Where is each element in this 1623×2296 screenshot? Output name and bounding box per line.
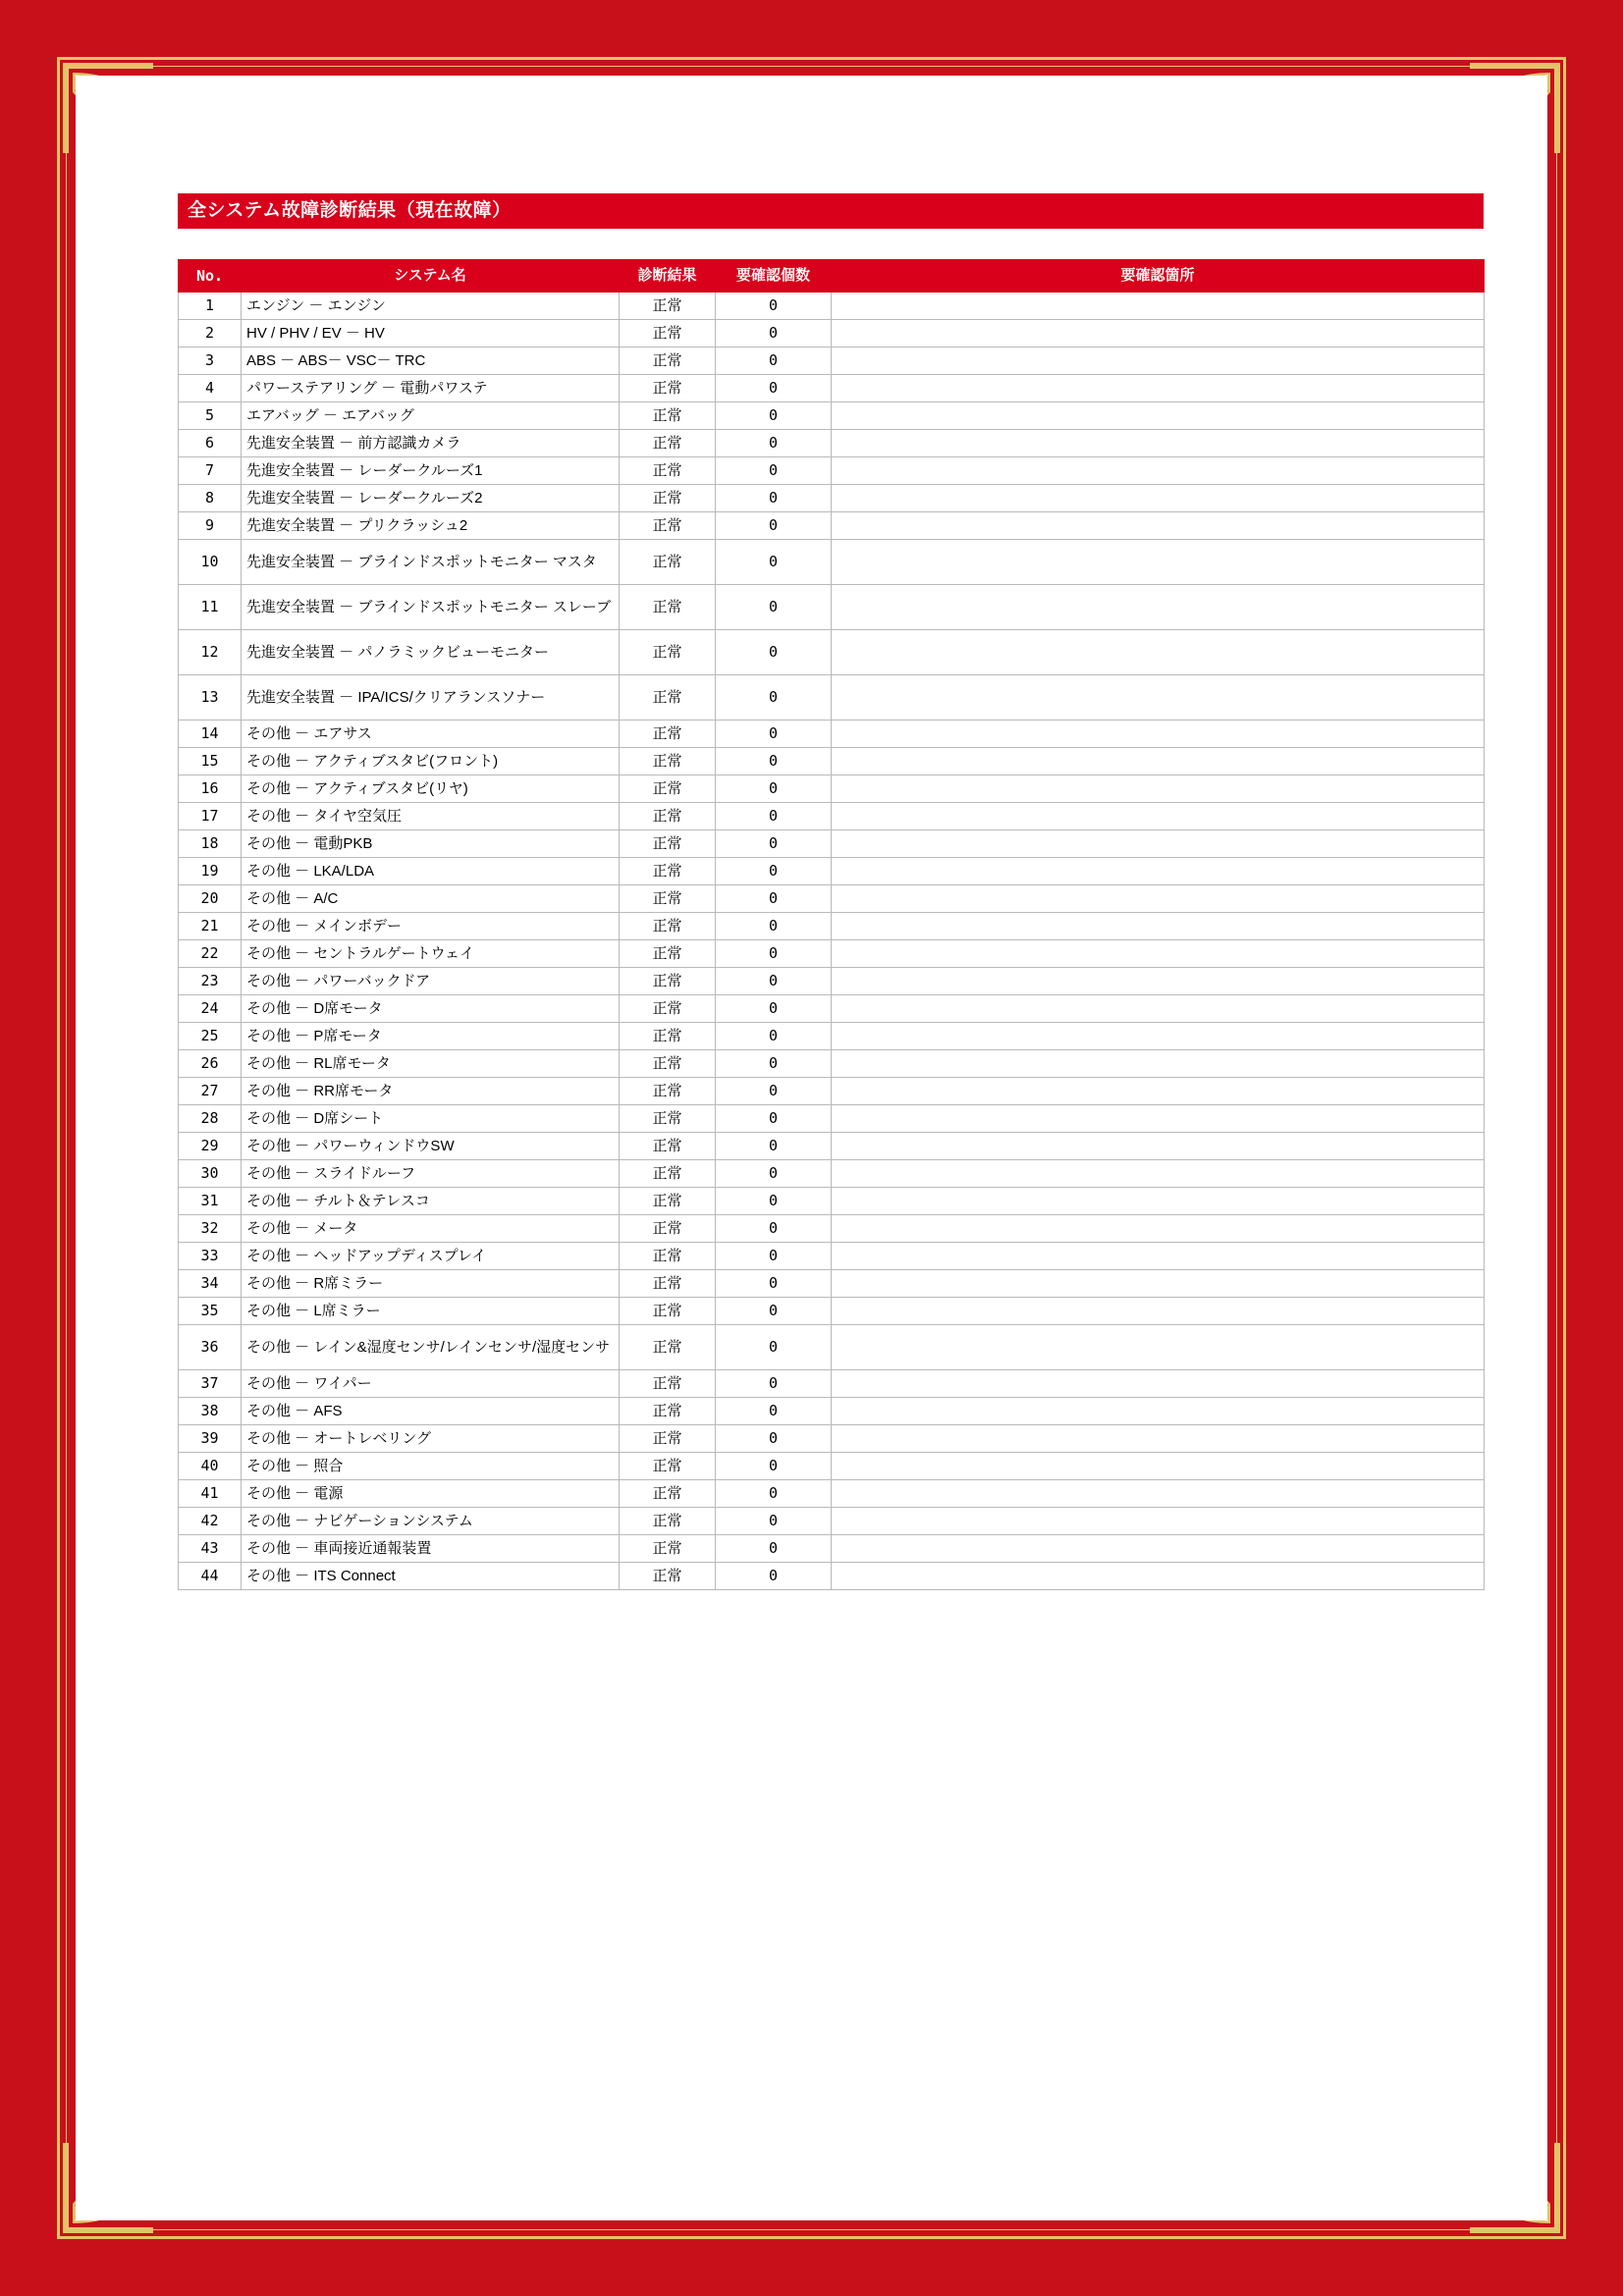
cell-count: 0 — [716, 1188, 832, 1215]
cell-check — [832, 293, 1485, 320]
cell-count: 0 — [716, 1325, 832, 1370]
cell-check — [832, 1078, 1485, 1105]
table-row — [179, 320, 1485, 347]
cell-result: 正常 — [620, 347, 716, 375]
cell-no: 10 — [179, 540, 242, 585]
cell-system: その他 － L席ミラー — [242, 1298, 620, 1325]
cell-system: その他 － ITS Connect — [242, 1563, 620, 1590]
cell-system: その他 － 車両接近通報装置 — [242, 1535, 620, 1563]
cell-check — [832, 512, 1485, 540]
cell-no: 38 — [179, 1398, 242, 1425]
cell-count: 0 — [716, 1480, 832, 1508]
cell-count: 0 — [716, 293, 832, 320]
table-row — [179, 1105, 1485, 1133]
cell-no: 11 — [179, 585, 242, 630]
cell-no: 1 — [179, 293, 242, 320]
table-row — [179, 913, 1485, 940]
cell-result: 正常 — [620, 512, 716, 540]
cell-system: その他 － AFS — [242, 1398, 620, 1425]
cell-count: 0 — [716, 485, 832, 512]
cell-no: 12 — [179, 630, 242, 675]
cell-check — [832, 775, 1485, 803]
cell-count: 0 — [716, 885, 832, 913]
table-row — [179, 1298, 1485, 1325]
cell-result: 正常 — [620, 995, 716, 1023]
cell-no: 8 — [179, 485, 242, 512]
cell-no: 35 — [179, 1298, 242, 1325]
cell-no: 25 — [179, 1023, 242, 1050]
cell-system: エアバッグ － エアバッグ — [242, 402, 620, 430]
cell-count: 0 — [716, 1370, 832, 1398]
cell-count: 0 — [716, 1160, 832, 1188]
cell-system: その他 － オートレベリング — [242, 1425, 620, 1453]
table-row — [179, 1133, 1485, 1160]
cell-check — [832, 858, 1485, 885]
cell-count: 0 — [716, 347, 832, 375]
cell-count: 0 — [716, 1298, 832, 1325]
cell-count: 0 — [716, 1270, 832, 1298]
cell-system: その他 － RL席モータ — [242, 1050, 620, 1078]
cell-result: 正常 — [620, 485, 716, 512]
cell-check — [832, 1105, 1485, 1133]
cell-system: ABS － ABS－ VSC－ TRC — [242, 347, 620, 375]
cell-check — [832, 1453, 1485, 1480]
table-row — [179, 1270, 1485, 1298]
cell-check — [832, 1325, 1485, 1370]
cell-result: 正常 — [620, 858, 716, 885]
cell-no: 5 — [179, 402, 242, 430]
cell-count: 0 — [716, 512, 832, 540]
cell-system: 先進安全装置 － パノラミックビューモニター — [242, 630, 620, 675]
cell-result: 正常 — [620, 1105, 716, 1133]
table-row — [179, 293, 1485, 320]
cell-check — [832, 1133, 1485, 1160]
cell-count: 0 — [716, 748, 832, 775]
table-row — [179, 1243, 1485, 1270]
cell-result: 正常 — [620, 1270, 716, 1298]
cell-count: 0 — [716, 1508, 832, 1535]
cell-no: 27 — [179, 1078, 242, 1105]
cell-no: 14 — [179, 721, 242, 748]
cell-system: その他 － 電源 — [242, 1480, 620, 1508]
cell-system: その他 － LKA/LDA — [242, 858, 620, 885]
cell-check — [832, 402, 1485, 430]
cell-result: 正常 — [620, 540, 716, 585]
column-header-system: システム名 — [242, 260, 620, 293]
table-row — [179, 1453, 1485, 1480]
cell-count: 0 — [716, 375, 832, 402]
cell-count: 0 — [716, 1535, 832, 1563]
cell-result: 正常 — [620, 1298, 716, 1325]
cell-system: その他 － スライドルーフ — [242, 1160, 620, 1188]
cell-check — [832, 1160, 1485, 1188]
cell-system: HV / PHV / EV － HV — [242, 320, 620, 347]
cell-count: 0 — [716, 1453, 832, 1480]
cell-no: 6 — [179, 430, 242, 457]
cell-count: 0 — [716, 913, 832, 940]
cell-result: 正常 — [620, 1325, 716, 1370]
cell-result: 正常 — [620, 1243, 716, 1270]
cell-check — [832, 1535, 1485, 1563]
cell-no: 3 — [179, 347, 242, 375]
table-row — [179, 1425, 1485, 1453]
table-row — [179, 1480, 1485, 1508]
cell-check — [832, 585, 1485, 630]
cell-system: エンジン － エンジン — [242, 293, 620, 320]
cell-result: 正常 — [620, 1160, 716, 1188]
cell-system: 先進安全装置 － IPA/ICS/クリアランスソナー — [242, 675, 620, 721]
cell-check — [832, 485, 1485, 512]
cell-result: 正常 — [620, 748, 716, 775]
cell-check — [832, 457, 1485, 485]
cell-no: 34 — [179, 1270, 242, 1298]
cell-no: 43 — [179, 1535, 242, 1563]
cell-count: 0 — [716, 1133, 832, 1160]
table-row — [179, 940, 1485, 968]
cell-no: 44 — [179, 1563, 242, 1590]
table-row — [179, 1160, 1485, 1188]
table-row — [179, 1325, 1485, 1370]
cell-result: 正常 — [620, 721, 716, 748]
cell-no: 41 — [179, 1480, 242, 1508]
cell-check — [832, 1425, 1485, 1453]
cell-count: 0 — [716, 457, 832, 485]
cell-check — [832, 540, 1485, 585]
cell-result: 正常 — [620, 430, 716, 457]
cell-no: 40 — [179, 1453, 242, 1480]
cell-check — [832, 630, 1485, 675]
cell-result: 正常 — [620, 1398, 716, 1425]
column-header-count: 要確認個数 — [716, 260, 832, 293]
cell-system: その他 － D席モータ — [242, 995, 620, 1023]
table-row — [179, 1535, 1485, 1563]
cell-count: 0 — [716, 1215, 832, 1243]
cell-result: 正常 — [620, 1453, 716, 1480]
cell-check — [832, 375, 1485, 402]
report-content — [178, 193, 1484, 1590]
cell-system: その他 － メインボデー — [242, 913, 620, 940]
cell-check — [832, 1480, 1485, 1508]
cell-check — [832, 830, 1485, 858]
cell-count: 0 — [716, 1078, 832, 1105]
table-row — [179, 830, 1485, 858]
cell-no: 31 — [179, 1188, 242, 1215]
cell-system: その他 － エアサス — [242, 721, 620, 748]
cell-no: 16 — [179, 775, 242, 803]
cell-system: その他 － ワイパー — [242, 1370, 620, 1398]
cell-no: 32 — [179, 1215, 242, 1243]
table-row — [179, 457, 1485, 485]
cell-result: 正常 — [620, 940, 716, 968]
cell-system: その他 － P席モータ — [242, 1023, 620, 1050]
cell-no: 28 — [179, 1105, 242, 1133]
cell-no: 7 — [179, 457, 242, 485]
cell-system: その他 － メータ — [242, 1215, 620, 1243]
cell-system: 先進安全装置 － 前方認識カメラ — [242, 430, 620, 457]
cell-count: 0 — [716, 995, 832, 1023]
table-row — [179, 1563, 1485, 1590]
cell-system: その他 － D席シート — [242, 1105, 620, 1133]
cell-count: 0 — [716, 803, 832, 830]
cell-system: パワーステアリング － 電動パワステ — [242, 375, 620, 402]
cell-system: その他 － ナビゲーションシステム — [242, 1508, 620, 1535]
cell-no: 37 — [179, 1370, 242, 1398]
cell-count: 0 — [716, 402, 832, 430]
cell-no: 13 — [179, 675, 242, 721]
table-row — [179, 775, 1485, 803]
cell-count: 0 — [716, 940, 832, 968]
cell-result: 正常 — [620, 630, 716, 675]
cell-result: 正常 — [620, 375, 716, 402]
cell-result: 正常 — [620, 1050, 716, 1078]
cell-system: その他 － パワーバックドア — [242, 968, 620, 995]
cell-result: 正常 — [620, 1370, 716, 1398]
cell-result: 正常 — [620, 675, 716, 721]
cell-count: 0 — [716, 1105, 832, 1133]
table-row — [179, 1023, 1485, 1050]
cell-system: 先進安全装置 － プリクラッシュ2 — [242, 512, 620, 540]
cell-result: 正常 — [620, 968, 716, 995]
cell-check — [832, 913, 1485, 940]
table-row — [179, 1050, 1485, 1078]
table-header-row — [179, 260, 1485, 293]
table-row — [179, 748, 1485, 775]
table-row — [179, 885, 1485, 913]
cell-count: 0 — [716, 540, 832, 585]
cell-system: その他 － 照合 — [242, 1453, 620, 1480]
cell-check — [832, 968, 1485, 995]
table-row — [179, 512, 1485, 540]
cell-result: 正常 — [620, 1215, 716, 1243]
cell-no: 36 — [179, 1325, 242, 1370]
cell-no: 9 — [179, 512, 242, 540]
cell-check — [832, 1563, 1485, 1590]
cell-count: 0 — [716, 1023, 832, 1050]
cell-system: その他 － アクティブスタビ(リヤ) — [242, 775, 620, 803]
cell-count: 0 — [716, 830, 832, 858]
cell-result: 正常 — [620, 1563, 716, 1590]
cell-count: 0 — [716, 775, 832, 803]
cell-system: 先進安全装置 － レーダークルーズ1 — [242, 457, 620, 485]
cell-count: 0 — [716, 630, 832, 675]
table-row — [179, 585, 1485, 630]
table-row — [179, 721, 1485, 748]
cell-count: 0 — [716, 1425, 832, 1453]
cell-check — [832, 1270, 1485, 1298]
decorative-page-frame — [57, 57, 1566, 2239]
cell-count: 0 — [716, 1563, 832, 1590]
cell-check — [832, 1050, 1485, 1078]
cell-check — [832, 347, 1485, 375]
cell-check — [832, 675, 1485, 721]
cell-system: その他 － ヘッドアップディスプレイ — [242, 1243, 620, 1270]
table-row — [179, 675, 1485, 721]
cell-check — [832, 1370, 1485, 1398]
cell-check — [832, 721, 1485, 748]
cell-system: その他 － パワーウィンドウSW — [242, 1133, 620, 1160]
cell-check — [832, 1298, 1485, 1325]
cell-result: 正常 — [620, 585, 716, 630]
cell-result: 正常 — [620, 1023, 716, 1050]
cell-system: その他 － A/C — [242, 885, 620, 913]
cell-result: 正常 — [620, 803, 716, 830]
cell-system: 先進安全装置 － ブラインドスポットモニター マスタ — [242, 540, 620, 585]
cell-result: 正常 — [620, 402, 716, 430]
cell-no: 26 — [179, 1050, 242, 1078]
table-row — [179, 803, 1485, 830]
cell-system: その他 － R席ミラー — [242, 1270, 620, 1298]
table-row — [179, 1188, 1485, 1215]
cell-check — [832, 1215, 1485, 1243]
cell-result: 正常 — [620, 1535, 716, 1563]
cell-count: 0 — [716, 968, 832, 995]
cell-result: 正常 — [620, 913, 716, 940]
cell-result: 正常 — [620, 1425, 716, 1453]
cell-no: 33 — [179, 1243, 242, 1270]
cell-no: 30 — [179, 1160, 242, 1188]
cell-no: 29 — [179, 1133, 242, 1160]
cell-result: 正常 — [620, 293, 716, 320]
cell-result: 正常 — [620, 775, 716, 803]
cell-no: 39 — [179, 1425, 242, 1453]
cell-count: 0 — [716, 1050, 832, 1078]
cell-check — [832, 748, 1485, 775]
cell-check — [832, 320, 1485, 347]
cell-count: 0 — [716, 675, 832, 721]
table-row — [179, 1398, 1485, 1425]
table-row — [179, 430, 1485, 457]
cell-check — [832, 940, 1485, 968]
cell-check — [832, 1243, 1485, 1270]
table-row — [179, 540, 1485, 585]
diagnostic-results-table — [178, 259, 1485, 1590]
cell-no: 19 — [179, 858, 242, 885]
table-row — [179, 995, 1485, 1023]
cell-check — [832, 1188, 1485, 1215]
cell-no: 15 — [179, 748, 242, 775]
cell-no: 20 — [179, 885, 242, 913]
cell-count: 0 — [716, 1243, 832, 1270]
table-body — [179, 293, 1485, 1590]
cell-count: 0 — [716, 721, 832, 748]
table-row — [179, 402, 1485, 430]
cell-count: 0 — [716, 320, 832, 347]
cell-check — [832, 1398, 1485, 1425]
cell-count: 0 — [716, 858, 832, 885]
column-header-result: 診断結果 — [620, 260, 716, 293]
cell-system: その他 － セントラルゲートウェイ — [242, 940, 620, 968]
cell-result: 正常 — [620, 457, 716, 485]
cell-result: 正常 — [620, 1480, 716, 1508]
document-paper — [76, 76, 1547, 2220]
page-title: 全システム故障診断結果（現在故障） — [178, 193, 1484, 229]
cell-no: 17 — [179, 803, 242, 830]
cell-result: 正常 — [620, 320, 716, 347]
cell-check — [832, 1023, 1485, 1050]
cell-count: 0 — [716, 1398, 832, 1425]
cell-no: 18 — [179, 830, 242, 858]
table-row — [179, 968, 1485, 995]
cell-check — [832, 885, 1485, 913]
table-row — [179, 347, 1485, 375]
cell-result: 正常 — [620, 885, 716, 913]
cell-no: 42 — [179, 1508, 242, 1535]
cell-check — [832, 430, 1485, 457]
cell-check — [832, 995, 1485, 1023]
cell-system: その他 － アクティブスタビ(フロント) — [242, 748, 620, 775]
cell-no: 24 — [179, 995, 242, 1023]
cell-result: 正常 — [620, 830, 716, 858]
table-row — [179, 858, 1485, 885]
cell-no: 23 — [179, 968, 242, 995]
column-header-check: 要確認箇所 — [832, 260, 1485, 293]
cell-system: その他 － 電動PKB — [242, 830, 620, 858]
cell-result: 正常 — [620, 1188, 716, 1215]
table-row — [179, 1215, 1485, 1243]
column-header-no: No. — [179, 260, 242, 293]
table-row — [179, 1370, 1485, 1398]
cell-result: 正常 — [620, 1133, 716, 1160]
cell-system: その他 － レイン&湿度センサ/レインセンサ/湿度センサ — [242, 1325, 620, 1370]
cell-system: その他 － RR席モータ — [242, 1078, 620, 1105]
cell-no: 22 — [179, 940, 242, 968]
cell-no: 4 — [179, 375, 242, 402]
cell-no: 21 — [179, 913, 242, 940]
cell-system: 先進安全装置 － ブラインドスポットモニター スレーブ — [242, 585, 620, 630]
cell-system: その他 － タイヤ空気圧 — [242, 803, 620, 830]
cell-no: 2 — [179, 320, 242, 347]
cell-check — [832, 803, 1485, 830]
cell-result: 正常 — [620, 1508, 716, 1535]
table-row — [179, 375, 1485, 402]
cell-system: 先進安全装置 － レーダークルーズ2 — [242, 485, 620, 512]
cell-count: 0 — [716, 585, 832, 630]
table-row — [179, 1078, 1485, 1105]
cell-check — [832, 1508, 1485, 1535]
cell-count: 0 — [716, 430, 832, 457]
cell-system: その他 － チルト＆テレスコ — [242, 1188, 620, 1215]
table-row — [179, 1508, 1485, 1535]
cell-result: 正常 — [620, 1078, 716, 1105]
table-row — [179, 485, 1485, 512]
table-row — [179, 630, 1485, 675]
